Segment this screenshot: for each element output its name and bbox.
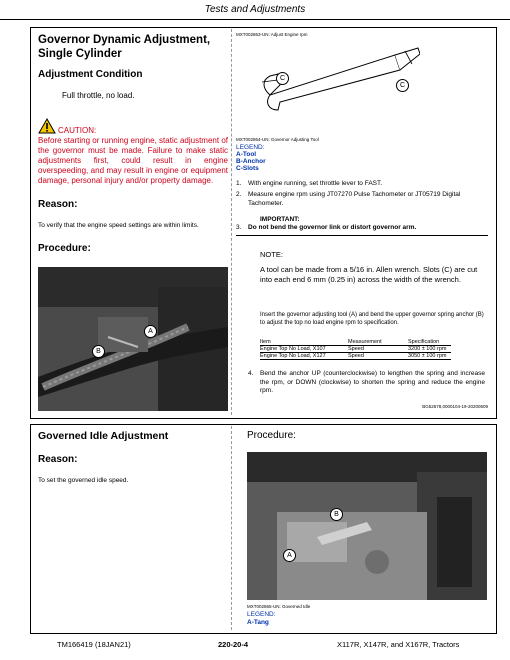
step-3-num: 3.: [236, 224, 242, 231]
adjustment-condition-heading: Adjustment Condition: [38, 69, 143, 80]
governed-idle-photo: [247, 452, 487, 600]
section2-callout-a: A: [283, 549, 296, 562]
reason-text: To verify that the engine speed settings are within limits.: [38, 222, 199, 229]
spec-table: [260, 339, 451, 360]
section2-fig-caption: MXT002865-UN: Governed Idle: [247, 604, 311, 609]
step-4-text: Bend the anchor UP (counterclockwise) to lengthen the spring and increase the rpm, or DOWN (clockwise) to shorten the spring and reduce the engine rpm.: [260, 370, 485, 394]
doc-id: BG52578,0000104-19-20200609: [422, 404, 488, 409]
insert-text: Insert the governor adjusting tool (A) and bend the upper governor spring anchor (B) to adjust the top no load engine rpm to specification.: [260, 312, 484, 326]
callout-b: B: [92, 345, 105, 358]
spec-cell: Speed: [348, 346, 364, 352]
caution-label: CAUTION:: [58, 126, 97, 135]
legend-label: LEGEND:: [236, 144, 265, 151]
allen-wrench-illustration: [240, 40, 420, 115]
section2-callout-b: B: [330, 508, 343, 521]
adjustment-condition-text: Full throttle, no load.: [62, 91, 135, 100]
page-header: Tests and Adjustments: [0, 0, 510, 20]
step-2-text: Measure engine rpm using JT07270 Pulse Tachometer or JT05719 Digital Tachometer.: [248, 191, 461, 207]
step-1-num: 1.: [236, 180, 242, 187]
footer-left: TM166419 (18JAN21): [57, 640, 131, 649]
column-divider: [231, 426, 232, 630]
section2-legend-item-a: A-Tang: [247, 619, 269, 626]
section2-reason-text: To set the governed idle speed.: [38, 477, 129, 484]
important-label: IMPORTANT:: [260, 216, 300, 223]
legend-item-a: A-Tool: [236, 151, 257, 158]
note-label: NOTE:: [260, 250, 283, 259]
procedure-heading: Procedure:: [38, 243, 91, 254]
section2-title: Governed Idle Adjustment: [38, 430, 169, 442]
section2-reason-heading: Reason:: [38, 454, 78, 465]
step-3-text: Do not bend the governor link or distort governor arm.: [248, 224, 417, 231]
footer-page-number: 220-20-4: [218, 640, 249, 649]
step-1-text: With engine running, set throttle lever to FAST.: [248, 180, 383, 187]
spec-header-item: Item: [260, 339, 271, 345]
spec-header-specification: Specification: [408, 339, 440, 345]
legend-item-c: C-Slots: [236, 165, 259, 172]
legend-item-b: B-Anchor: [236, 158, 266, 165]
step-4-num: 4.: [248, 370, 254, 377]
reason-heading: Reason:: [38, 199, 78, 210]
fig1-caption: MXT002863-UN: Adjust Engine rpm: [236, 32, 308, 37]
fig2-caption: MXT002864-UN: Governor Adjusting Tool: [236, 137, 319, 142]
callout-c-right: C: [396, 79, 409, 92]
spec-cell: 3200 ± 100 rpm: [408, 346, 447, 352]
callout-a: A: [144, 325, 157, 338]
section2-procedure-heading: Procedure:: [247, 430, 296, 441]
column-divider: [231, 29, 232, 415]
rule: [236, 235, 488, 236]
spec-header-measurement: Measurement: [348, 339, 382, 345]
governor-photo: [38, 267, 228, 411]
spec-cell: Speed: [348, 353, 364, 359]
footer-right: X117R, X147R, and X167R, Tractors: [337, 640, 460, 649]
spec-cell: Engine Top No Load, X127: [260, 353, 326, 359]
note-text: A tool can be made from a 5/16 in. Allen wrench. Slots (C) are cut into each end 6 mm (0.25 in) across the width of the wrench.: [260, 265, 478, 284]
caution-text: Before starting or running engine, static adjustment of the governor must be made. Failure to make static adjustments first, could result in engine overspeeding, and may result in engine or equipment damage, personal injury and/or property damage.: [38, 136, 228, 185]
callout-c-left: C: [276, 72, 289, 85]
spec-cell: Engine Top No Load, X107: [260, 346, 326, 352]
spec-cell: 3050 ± 100 rpm: [408, 353, 447, 359]
section1-title: Governor Dynamic Adjustment, Single Cylinder: [38, 34, 211, 60]
step-2-num: 2.: [236, 191, 242, 198]
section2-legend-label: LEGEND:: [247, 611, 276, 618]
warning-triangle-icon: [38, 118, 56, 134]
